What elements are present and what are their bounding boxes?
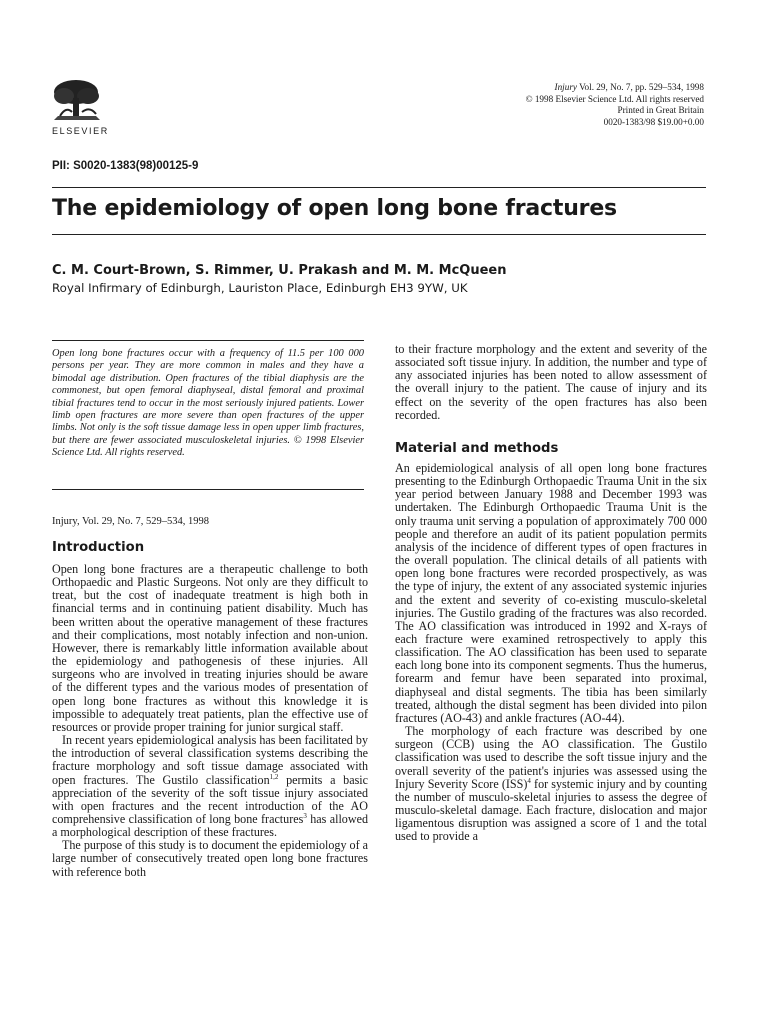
methods-p2-text-b: for systemic injury and by counting the number of musculo-skeletal injuries to assess the degree of musculo-skeletal damage. Each fracture, dislocation and major ligamentous disruption was assigned a score of 1 and the total used to provide a xyxy=(395,776,707,844)
article-title: The epidemiology of open long bone fractures xyxy=(52,196,617,221)
introduction-paragraph-1: Open long bone fractures are a therapeutic challenge to both Orthopaedic and Plastic Surgeons. Not only are they difficult to treat, but the cost of inadequate treatment is high both in financial terms and in continuing patient disability. Much has been written about the operative management of these fractures and their complications, most notably infection and non-union. However, there is remarkably little information available about the epidemiology and pathogenesis of these injuries. All surgeons who are involved in treating injuries should be aware of the different types and the various modes of presentation of open long bone fractures as without this knowledge it is impossible to adequately treat patients, plan the effective use of resources or provide proper training for junior surgical staff. xyxy=(52,562,368,734)
methods-heading: Material and methods xyxy=(395,440,559,456)
intro-p2-text-b: permits a basic appreciation of the severity of the soft tissue injury associated with open fractures and the recent introduction of the AO comprehensive classification of long bone fractures xyxy=(52,772,369,826)
elsevier-logo xyxy=(46,76,108,136)
journal-name: Injury xyxy=(554,82,577,92)
elsevier-tree-icon xyxy=(46,76,108,124)
title-rule-bottom xyxy=(52,234,706,235)
intro-p2-text-a: In recent years epidemiological analysis has been facilitated by the introduction of several classification systems describing the fracture morphology and soft tissue damage associated with open fractures. The Gustilo classification xyxy=(52,733,368,787)
introduction-paragraph-2 xyxy=(52,734,368,839)
right-column xyxy=(395,343,707,843)
citation-line-1 xyxy=(526,82,704,94)
affiliation: Royal Infirmary of Edinburgh, Lauriston Place, Edinburgh EH3 9YW, UK xyxy=(52,281,468,295)
citation-volume: Vol. 29, No. 7, pp. 529–534, 1998 xyxy=(576,82,704,92)
publisher-name: ELSEVIER xyxy=(52,126,109,136)
citation-issn: 0020-1383/98 $19.00+0.00 xyxy=(603,116,704,127)
citation-superscript: 1,2 xyxy=(269,772,279,781)
abstract-box xyxy=(52,340,364,490)
citation-printed: Printed in Great Britain xyxy=(617,105,704,115)
citation-block xyxy=(526,82,704,128)
methods-paragraph-1: An epidemiological analysis of all open long bone fractures presenting to the Edinburgh Orthopaedic Trauma Unit in the six year period between January 1988 and December 1993 was undertaken. The Edinburgh Orthopaedic Trauma Unit is the only trauma unit serving a population of approximately 700 000 people and therefore an audit of its patient population permits analysis of the incidence of different types of open fractures in the overall population. The clinical details of all patients with open long bone fractures were recorded prospectively, as was the type of injury, the extent of any associated systemic injuries and the extent and severity of co-existing musculo-skeletal injuries. The Gustilo grading of the fractures was also recorded. The AO classification was introduced in 1992 and X-rays of each fracture were examined retrospectively to apply this classification. The AO classification has been used to separate each long bone into its component segments. Thus the humerus, forearm and femur have been separated into proximal, diaphyseal and distal segments. The tibia has been similarly treated, although the distal segment has been divided into pilon fractures (AO-43) and ankle fractures (AO-44). xyxy=(395,460,707,725)
citation-superscript: 4 xyxy=(527,776,531,785)
continuation-paragraph: to their fracture morphology and the extent and severity of the associated soft tissue injury. In addition, the number and type of any associated injuries has been noted to allow assessment of the overall injury to the patient. The cause of injury and its effect on the severity of the open fractures has also been recorded. xyxy=(395,342,707,422)
intro-p2-text-c: has allowed a morphological description of these fractures. xyxy=(52,811,369,840)
methods-p2-text-a: The morphology of each fracture was described by one surgeon (CCB) using the AO classification. The Gustilo classification was used to describe the soft tissue injury and the overall severity of the patient's injuries was assessed using the Injury Severity Score (ISS) xyxy=(395,724,707,791)
authors: C. M. Court-Brown, S. Rimmer, U. Prakash and M. M. McQueen xyxy=(52,263,507,278)
abstract-text: Open long bone fractures occur with a frequency of 11.5 per 100 000 persons per year. They are more common in males and they have a bimodal age distribution. Open fractures of the tibial diaphysis are the commonest, but open femoral diaphyseal, distal femoral and proximal tibial fractures tend to occur in the most seriously injured patients. Lower limb open fractures are more severe than open fractures of the upper limbs. Not only is the soft tissue damage less in open upper limb fractures, but there are fewer associated musculoskeletal injuries. © 1998 Elsevier Science Ltd. All rights reserved. xyxy=(52,348,364,459)
left-column xyxy=(52,540,368,879)
citation-copyright: © 1998 Elsevier Science Ltd. All rights reserved xyxy=(525,93,704,104)
introduction-paragraph-3: The purpose of this study is to document the epidemiology of a large number of consecutively treated open long bone fractures with reference both xyxy=(52,838,368,879)
citation-superscript: 3 xyxy=(303,811,307,820)
introduction-heading: Introduction xyxy=(52,540,145,555)
methods-paragraph-2 xyxy=(395,725,707,843)
pii-identifier: PII: S0020-1383(98)00125-9 xyxy=(52,160,199,172)
journal-reference: Injury, Vol. 29, No. 7, 529–534, 1998 xyxy=(52,516,210,527)
title-rule-top xyxy=(52,187,706,188)
